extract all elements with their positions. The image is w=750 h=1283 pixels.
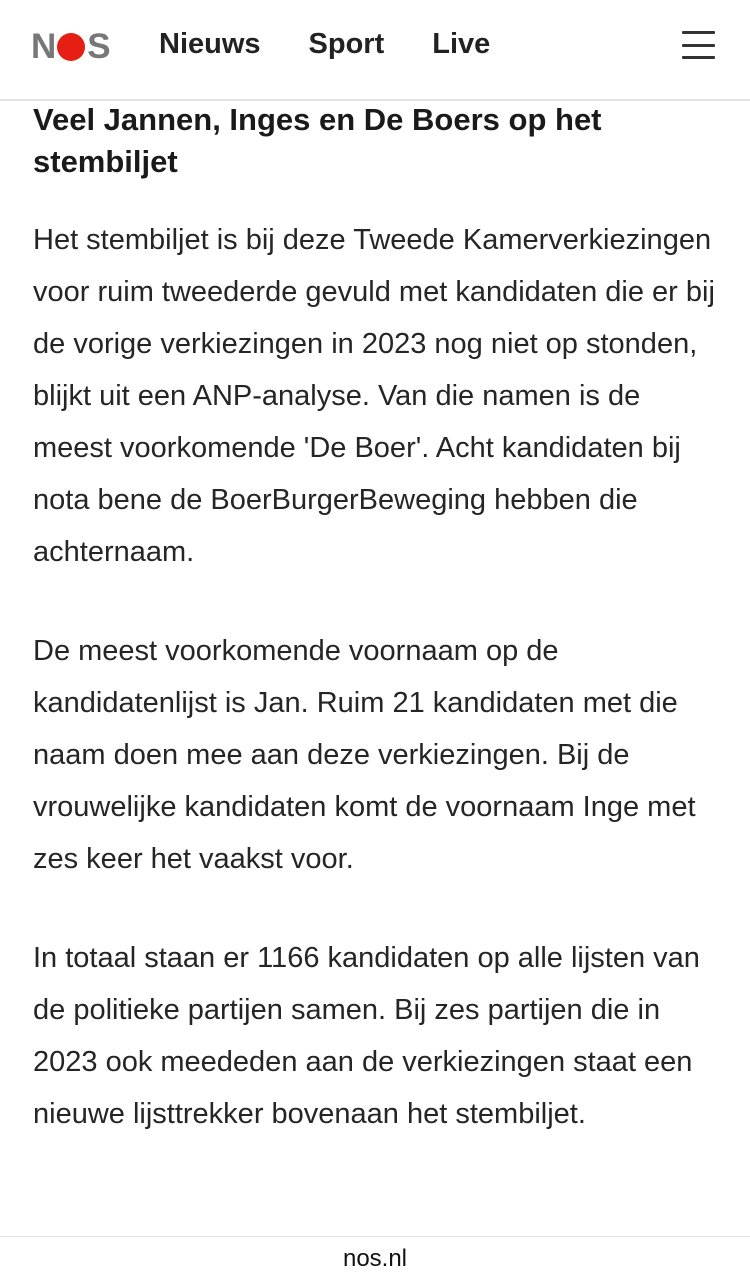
- browser-url-bar[interactable]: [0, 1236, 750, 1283]
- menu-icon-line: [682, 31, 715, 34]
- article: [33, 99, 723, 1140]
- main-nav: [159, 26, 538, 62]
- logo-letter-n: N: [31, 27, 56, 66]
- menu-icon-line: [682, 56, 715, 59]
- article-paragraph: De meest voorkomende voornaam op de kandidatenlijst is Jan. Ruim 21 kandidaten met die naam doen mee aan deze verkiezingen. Bij de vrouwelijke kandidaten komt de voornaam Inge met zes keer het vaakst voor.: [33, 635, 696, 875]
- nos-logo[interactable]: [31, 29, 110, 65]
- logo-red-dot-icon: [57, 33, 85, 61]
- hamburger-menu-icon[interactable]: [682, 31, 715, 59]
- logo-letter-s: S: [87, 27, 110, 66]
- nav-live[interactable]: Live: [432, 28, 491, 60]
- article-paragraph: In totaal staan er 1166 kandidaten op alle lijsten van de politieke partijen samen. Bij zes partijen die in 2023 ook meededen aan de verkiezingen staat een nieuwe lijsttrekker bovenaan het stembiljet.: [33, 942, 700, 1130]
- article-paragraph: Het stembiljet is bij deze Tweede Kamerverkiezingen voor ruim tweederde gevuld met kandidaten die er bij de vorige verkiezingen in 2023 nog niet op stonden, blijkt uit een ANP-analyse. Van die namen is de meest voorkomende 'De Boer'. Acht kandidaten bij nota bene de BoerBurgerBeweging hebben die achternaam.: [33, 224, 715, 568]
- menu-icon-line: [682, 44, 715, 47]
- article-title: Veel Jannen, Inges en De Boers op het stembiljet: [33, 102, 602, 179]
- url-domain: nos.nl: [342, 1245, 408, 1272]
- site-header: [0, 0, 750, 101]
- nav-sport[interactable]: Sport: [308, 28, 385, 60]
- nav-nieuws[interactable]: Nieuws: [159, 28, 261, 60]
